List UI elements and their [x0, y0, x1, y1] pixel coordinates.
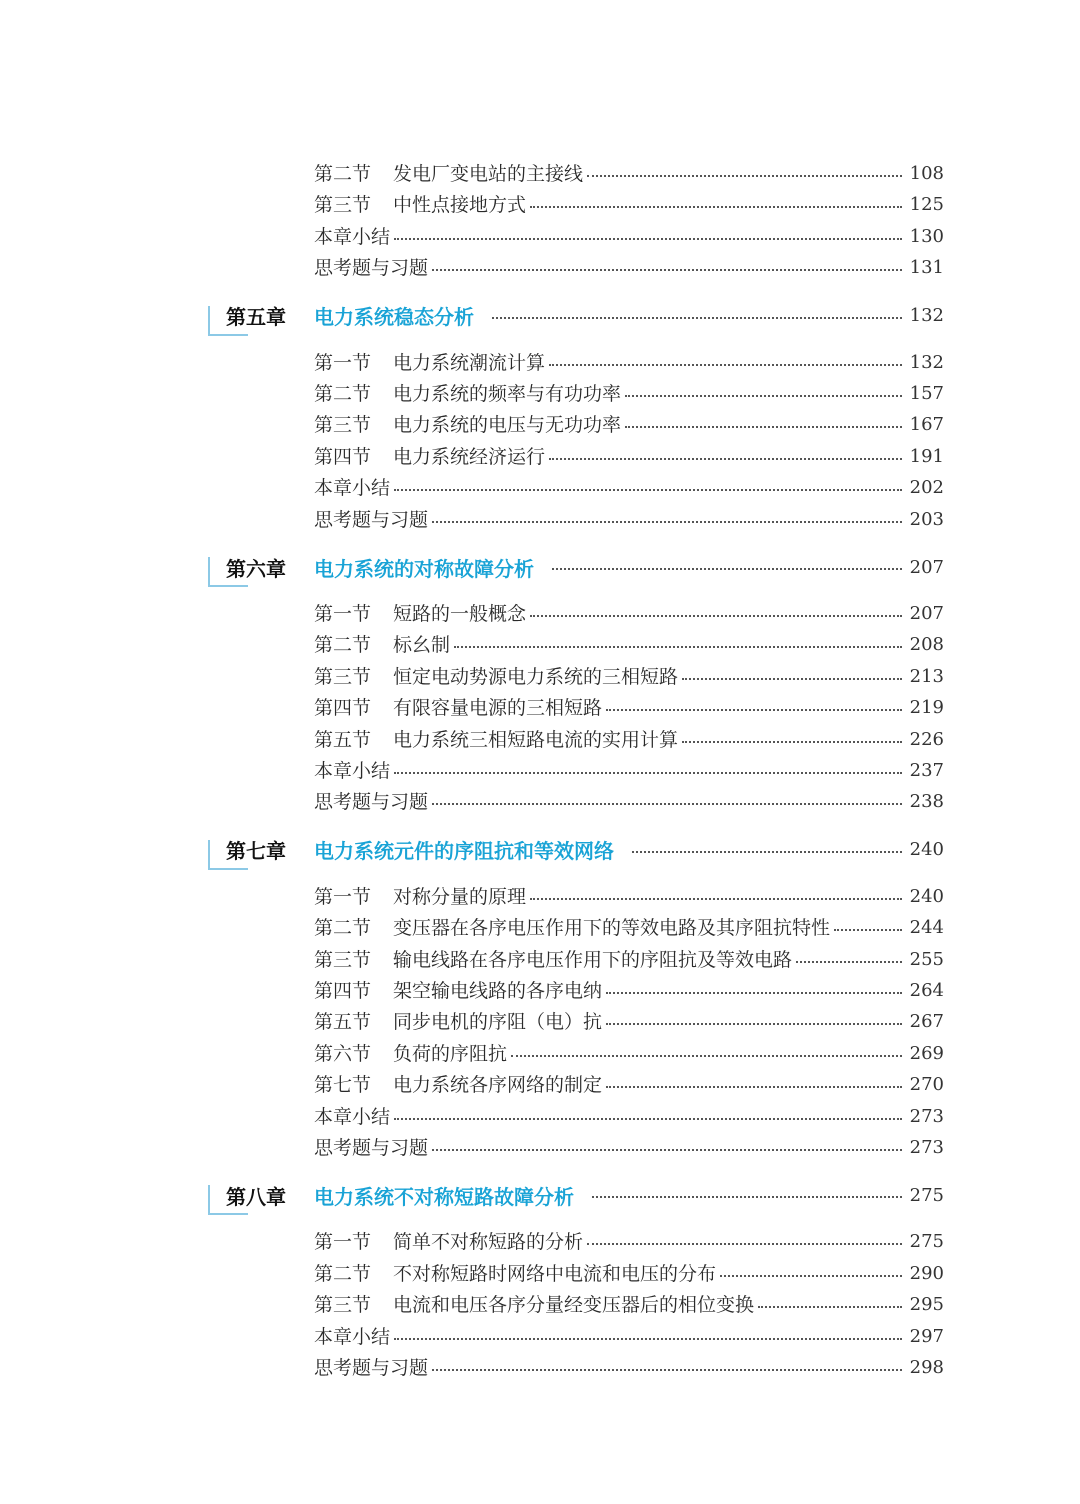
- page-number: 132: [909, 351, 944, 373]
- dot-leader: [682, 741, 902, 743]
- chapter-title: 电力系统的对称故障分析: [314, 556, 534, 581]
- chapter-extra-entry[interactable]: [314, 223, 944, 251]
- section-entry[interactable]: [314, 914, 944, 942]
- dot-leader: [587, 1243, 902, 1245]
- page-number: 213: [909, 665, 944, 687]
- section-number: 第三节: [314, 665, 372, 688]
- section-entry[interactable]: [314, 160, 944, 188]
- section-number: 第三节: [314, 194, 372, 217]
- section-number: 第一节: [314, 885, 372, 908]
- section-number: 第七节: [314, 1074, 372, 1097]
- section-title: 对称分量的原理: [393, 885, 527, 908]
- dot-leader: [530, 615, 902, 617]
- page-number: 202: [909, 477, 944, 499]
- section-number: 第三节: [314, 414, 372, 437]
- section-number: 第四节: [314, 697, 372, 720]
- dot-leader: [511, 1055, 902, 1057]
- section-entry[interactable]: [314, 1260, 944, 1288]
- section-number: 第二节: [314, 1262, 372, 1285]
- section-title: 电力系统经济运行: [393, 445, 546, 468]
- page-number: 208: [909, 634, 944, 656]
- dot-leader: [530, 898, 902, 900]
- chapter-entry[interactable]: [208, 1179, 944, 1223]
- section-title: 本章小结: [314, 477, 391, 500]
- section-entry[interactable]: [314, 1071, 944, 1099]
- section-title: 本章小结: [314, 225, 391, 248]
- chapter-extra-entry[interactable]: [314, 474, 944, 502]
- dot-leader: [432, 521, 902, 523]
- chapter-entry[interactable]: [208, 300, 944, 344]
- section-title: 本章小结: [314, 1325, 391, 1348]
- section-title: 本章小结: [314, 1105, 391, 1128]
- section-title: 电力系统的频率与有功功率: [393, 383, 622, 405]
- dot-leader: [394, 489, 902, 491]
- dot-leader: [606, 992, 902, 994]
- page-number: 273: [909, 1105, 944, 1127]
- section-title: 思考题与习题: [314, 1357, 429, 1379]
- section-number: 第五节: [314, 1011, 372, 1034]
- chapter-number: 第八章: [226, 1184, 286, 1209]
- section-title: 电力系统各序网络的制定: [393, 1074, 603, 1097]
- section-number: 第二节: [314, 634, 372, 657]
- section-number: 第二节: [314, 383, 372, 405]
- dot-leader: [394, 238, 902, 240]
- section-entry[interactable]: [314, 663, 944, 691]
- chapter-entry[interactable]: [208, 834, 944, 878]
- section-entry[interactable]: [314, 349, 944, 377]
- dot-leader: [834, 929, 902, 931]
- dot-leader: [720, 1275, 902, 1277]
- chapter-extra-entry[interactable]: [314, 506, 944, 534]
- section-entry[interactable]: [314, 380, 944, 408]
- page-number: 267: [909, 1011, 944, 1033]
- section-entry[interactable]: [314, 443, 944, 471]
- section-title: 思考题与习题: [314, 791, 429, 814]
- dot-leader: [587, 175, 902, 177]
- section-number: 第五节: [314, 728, 372, 751]
- chapter-number: 第五章: [226, 305, 286, 330]
- page-number: 244: [909, 917, 944, 939]
- section-number: 第一节: [314, 1231, 372, 1254]
- page-number: 108: [909, 163, 944, 184]
- section-title: 标幺制: [393, 634, 451, 657]
- section-number: 第二节: [314, 163, 372, 185]
- chapter-title: 电力系统稳态分析: [314, 305, 474, 330]
- section-entry[interactable]: [314, 726, 944, 754]
- section-entry[interactable]: [314, 694, 944, 722]
- page-number: 226: [909, 728, 944, 750]
- page-number: 125: [909, 194, 944, 216]
- dot-leader: [432, 1369, 902, 1371]
- chapter-number: 第七章: [226, 839, 286, 864]
- section-title: 电力系统三相短路电流的实用计算: [393, 728, 679, 751]
- chapter-number: 第六章: [226, 556, 286, 581]
- section-title: 本章小结: [314, 760, 391, 782]
- chapter-extra-entry[interactable]: [314, 757, 944, 785]
- dot-leader: [530, 206, 902, 208]
- page-number: 207: [909, 556, 944, 578]
- dot-leader: [606, 709, 902, 711]
- page-number: 132: [909, 305, 944, 327]
- page-number: 207: [909, 603, 944, 624]
- page-number: 130: [909, 225, 944, 247]
- page-number: 191: [909, 445, 944, 467]
- section-title: 思考题与习题: [314, 508, 429, 531]
- section-entry[interactable]: [314, 191, 944, 219]
- section-number: 第二节: [314, 917, 372, 940]
- dot-leader: [606, 1023, 902, 1025]
- section-title: 思考题与习题: [314, 1137, 429, 1159]
- chapter-extra-entry[interactable]: [314, 788, 944, 816]
- section-title: 中性点接地方式: [393, 194, 527, 217]
- dot-leader: [606, 1086, 902, 1088]
- chapter-extra-entry[interactable]: [314, 1354, 944, 1382]
- section-entry[interactable]: [314, 883, 944, 911]
- section-title: 不对称短路时网络中电流和电压的分布: [393, 1262, 717, 1285]
- page-number: 270: [909, 1074, 944, 1096]
- dot-leader: [592, 1196, 902, 1198]
- section-number: 第一节: [314, 603, 372, 625]
- dot-leader: [682, 678, 902, 680]
- page-number: 157: [909, 383, 944, 404]
- chapter-extra-entry[interactable]: [314, 254, 944, 282]
- dot-leader: [796, 961, 902, 963]
- section-entry[interactable]: [314, 631, 944, 659]
- section-entry[interactable]: [314, 1040, 944, 1068]
- dot-leader: [454, 646, 902, 648]
- page-number: 240: [909, 885, 944, 907]
- section-entry[interactable]: [314, 1008, 944, 1036]
- section-title: 负荷的序阻抗: [393, 1042, 508, 1065]
- chapter-extra-entry[interactable]: [314, 1323, 944, 1351]
- dot-leader: [625, 395, 902, 397]
- section-entry[interactable]: [314, 411, 944, 439]
- section-entry[interactable]: [314, 600, 944, 628]
- chapter-extra-entry[interactable]: [314, 1134, 944, 1162]
- section-number: 第四节: [314, 980, 372, 1002]
- page-number: 131: [909, 257, 944, 279]
- section-title: 同步电机的序阻（电）抗: [393, 1011, 603, 1034]
- chapter-title: 电力系统元件的序阻抗和等效网络: [314, 839, 614, 864]
- dot-leader: [625, 426, 902, 428]
- section-title: 变压器在各序电压作用下的等效电路及其序阻抗特性: [393, 917, 831, 940]
- section-title: 发电厂变电站的主接线: [393, 163, 584, 185]
- page-number: 275: [909, 1184, 944, 1206]
- section-entry[interactable]: [314, 1291, 944, 1319]
- page-number: 237: [909, 760, 944, 781]
- dot-leader: [492, 317, 902, 319]
- section-entry[interactable]: [314, 977, 944, 1005]
- page-number: 167: [909, 414, 944, 436]
- dot-leader: [394, 772, 902, 774]
- dot-leader: [758, 1306, 902, 1308]
- page-number: 297: [909, 1325, 944, 1347]
- page-number: 219: [909, 697, 944, 719]
- page-number: 273: [909, 1137, 944, 1158]
- dot-leader: [432, 269, 902, 271]
- dot-leader: [394, 1118, 902, 1120]
- section-title: 恒定电动势源电力系统的三相短路: [393, 665, 679, 688]
- page-number: 255: [909, 948, 944, 970]
- section-entry[interactable]: [314, 1228, 944, 1256]
- chapter-title: 电力系统不对称短路故障分析: [314, 1184, 574, 1209]
- dot-leader: [394, 1338, 902, 1340]
- page-number: 264: [909, 980, 944, 1001]
- section-number: 第六节: [314, 1042, 372, 1065]
- page-number: 269: [909, 1042, 944, 1064]
- page-number: 298: [909, 1357, 944, 1378]
- section-title: 短路的一般概念: [393, 603, 527, 625]
- page-number: 238: [909, 791, 944, 813]
- section-title: 思考题与习题: [314, 257, 429, 280]
- dot-leader: [432, 803, 902, 805]
- section-title: 电流和电压各序分量经变压器后的相位变换: [393, 1294, 755, 1317]
- page-number: 240: [909, 839, 944, 861]
- section-title: 电力系统潮流计算: [393, 351, 546, 374]
- section-number: 第一节: [314, 351, 372, 374]
- chapter-entry[interactable]: [208, 551, 944, 595]
- section-entry[interactable]: [314, 946, 944, 974]
- section-number: 第三节: [314, 1294, 372, 1317]
- page-number: 203: [909, 508, 944, 530]
- section-title: 简单不对称短路的分析: [393, 1231, 584, 1254]
- chapter-extra-entry[interactable]: [314, 1103, 944, 1131]
- dot-leader: [632, 851, 902, 853]
- dot-leader: [432, 1149, 902, 1151]
- section-title: 输电线路在各序电压作用下的序阻抗及等效电路: [393, 948, 793, 971]
- page-number: 295: [909, 1294, 944, 1316]
- section-number: 第三节: [314, 948, 372, 971]
- dot-leader: [549, 458, 902, 460]
- dot-leader: [549, 364, 902, 366]
- section-title: 电力系统的电压与无功功率: [393, 414, 622, 437]
- dot-leader: [552, 568, 902, 570]
- section-title: 有限容量电源的三相短路: [393, 697, 603, 720]
- section-title: 架空输电线路的各序电纳: [393, 980, 603, 1002]
- section-number: 第四节: [314, 445, 372, 468]
- page-number: 290: [909, 1262, 944, 1284]
- page-number: 275: [909, 1231, 944, 1253]
